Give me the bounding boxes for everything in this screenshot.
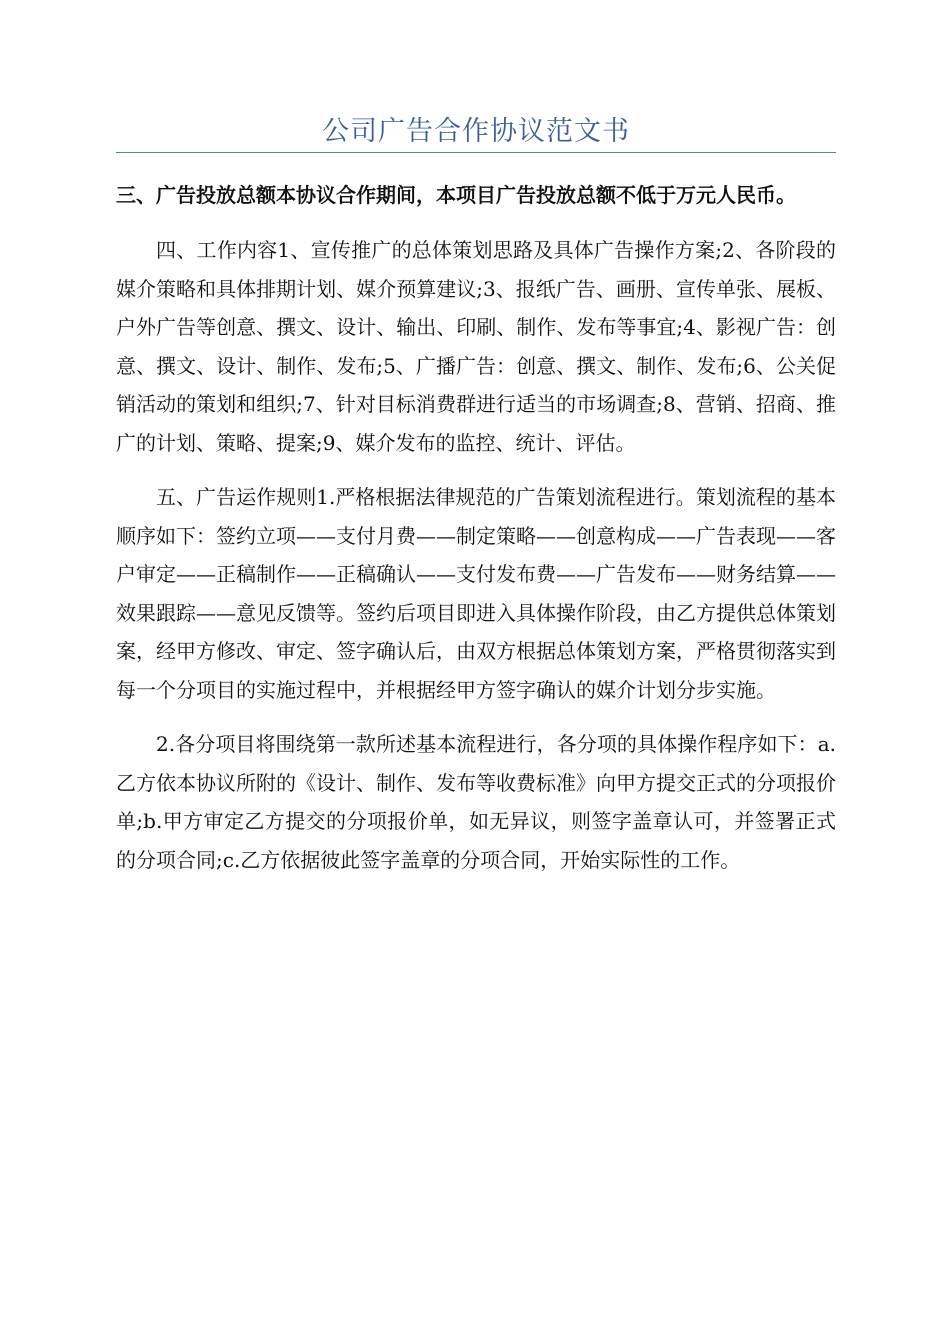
section-5-clause-2: 2.各分项目将围绕第一款所述基本流程进行，各分项的具体操作程序如下：a.乙方依本协议所附的《设计、制作、发布等收费标准》向甲方提交正式的分项报价单;b.甲方审定乙方提交的分项报价单，如无异议，则签字盖章认可，并签署正式的分项合同;c.乙方依据彼此签字盖章的分项合同，开始实际性的工作。 (116, 732, 836, 872)
section-4-work-content: 四、工作内容1、宣传推广的总体策划思路及具体广告操作方案;2、各阶段的媒介策略和具体排期计划、媒介预算建议;3、报纸广告、画册、宣传单张、展板、户外广告等创意、撰文、设计、输出、印刷、制作、发布等事宜;4、影视广告：创意、撰文、设计、制作、发布;5、广播广告：创意、撰文、制作、发布;6、公关促销活动的策划和组织;7、针对目标消费群进行适当的市场调查;8、营销、招商、推广的计划、策略、提案;9、媒介发布的监控、统计、评估。 (116, 238, 836, 455)
title-underline (116, 152, 836, 153)
section-3-ad-budget: 三、广告投放总额本协议合作期间，本项目广告投放总额不低于万元人民币。 (116, 183, 796, 207)
document-page (116, 0, 836, 879)
document-title: 公司广告合作协议范文书 (322, 116, 630, 147)
section-5-operation-rules: 五、广告运作规则1.严格根据法律规范的广告策划流程进行。策划流程的基本顺序如下：签约立项——支付月费——制定策略——创意构成——广告表现——客户审定——正稿制作——正稿确认——支付发布费——广告发布——财务结算——效果跟踪——意见反馈等。签约后项目即进入具体操作阶段，由乙方提供总体策划案，经甲方修改、审定、签字确认后，由双方根据总体策划方案，严格贯彻落实到每一个分项目的实施过程中，并根据经甲方签字确认的媒介计划分步实施。 (116, 485, 836, 702)
